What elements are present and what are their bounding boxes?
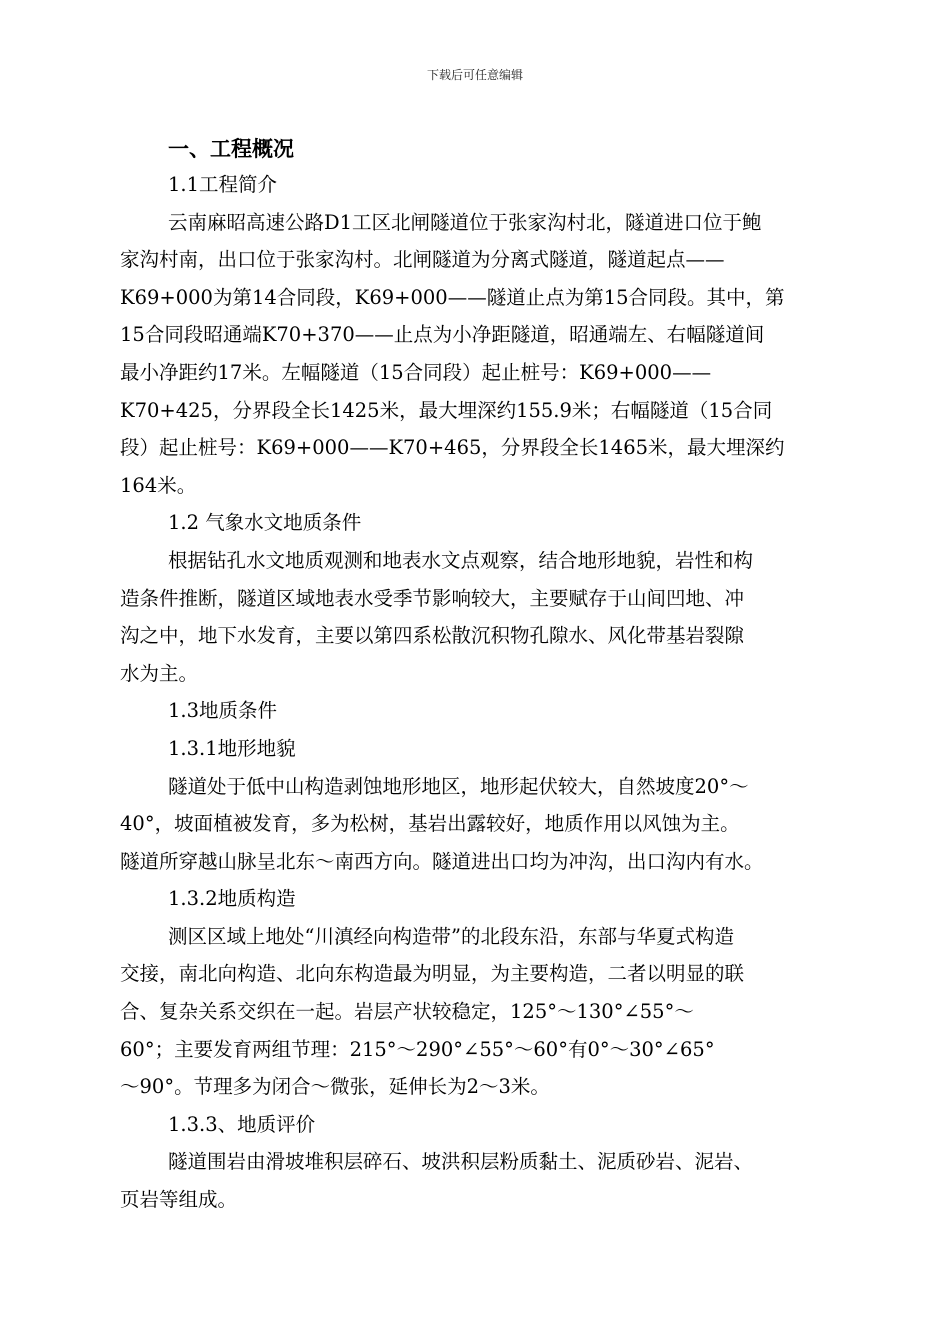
paragraph-line: 合、复杂关系交织在一起。岩层产状较稳定，125°～130°∠55°～	[120, 1000, 694, 1024]
paragraph-line: K69+000为第14合同段，K69+000——隧道止点为第15合同段。其中，第	[120, 285, 785, 309]
section-title-landform: 1.3.1地形地貌	[168, 736, 296, 760]
paragraph-line: 根据钻孔水文地质观测和地表水文点观察，结合地形地貌，岩性和构	[168, 548, 754, 572]
paragraph-line: 15合同段昭通端K70+370——止点为小净距隧道，昭通端左、右幅隧道间	[120, 323, 765, 347]
paragraph-line: 交接，南北向构造、北向东构造最为明显，为主要构造，二者以明显的联	[120, 962, 745, 986]
paragraph-line: 隧道处于低中山构造剥蚀地形地区，地形起伏较大，自然坡度20°～	[168, 774, 749, 798]
paragraph-landform	[120, 768, 842, 881]
paragraph-line: ～90°。节理多为闭合～微张，延伸长为2～3米。	[120, 1075, 550, 1099]
paragraph-line: 60°；主要发育两组节理：215°～290°∠55°～60°有0°～30°∠65°	[120, 1037, 715, 1061]
paragraph-line: 40°，坡面植被发育，多为松树，基岩出露较好，地质作用以风蚀为主。	[120, 812, 740, 836]
section-title-overview: 一、工程概况	[168, 137, 294, 161]
paragraph-project-intro	[120, 204, 842, 505]
paragraph-hydrogeology	[120, 542, 842, 692]
section-title-evaluation: 1.3.3、地质评价	[168, 1112, 316, 1136]
paragraph-line: 家沟村南，出口位于张家沟村。北闸隧道为分离式隧道，隧道起点——	[120, 248, 725, 272]
document-body	[120, 132, 842, 1219]
paragraph-line: 隧道围岩由滑坡堆积层碎石、坡洪积层粉质黏土、泥质砂岩、泥岩、	[168, 1150, 754, 1174]
section-title-geology: 1.3地质条件	[168, 699, 278, 723]
paragraph-line: 页岩等组成。	[120, 1188, 238, 1212]
paragraph-line: 164米。	[120, 473, 197, 497]
paragraph-line: 水为主。	[120, 661, 199, 685]
paragraph-line: 云南麻昭高速公路D1工区北闸隧道位于张家沟村北，隧道进口位于鲍	[168, 210, 762, 234]
paragraph-evaluation	[120, 1143, 842, 1218]
paragraph-line: 段）起止桩号：K69+000——K70+465，分界段全长1465米，最大埋深约	[120, 436, 785, 460]
section-title-project-intro: 1.1工程简介	[168, 173, 278, 196]
paragraph-line: 沟之中，地下水发育，主要以第四系松散沉积物孔隙水、风化带基岩裂隙	[120, 624, 745, 648]
paragraph-line: 测区区域上地处“川滇经向构造带”的北段东沿，东部与华夏式构造	[168, 924, 734, 948]
paragraph-line: 最小净距约17米。左幅隧道（15合同段）起止桩号：K69+000——	[120, 360, 712, 384]
section-title-structure: 1.3.2地质构造	[168, 887, 296, 911]
paragraph-line: 造条件推断，隧道区域地表水受季节影响较大，主要赋存于山间凹地、冲	[120, 586, 745, 610]
header-note: 下载后可任意编辑	[426, 68, 523, 82]
paragraph-line: 隧道所穿越山脉呈北东～南西方向。隧道进出口均为冲沟，出口沟内有水。	[120, 849, 764, 873]
section-title-hydrogeology: 1.2 气象水文地质条件	[168, 511, 362, 535]
paragraph-line: K70+425，分界段全长1425米，最大埋深约155.9米；右幅隧道（15合同	[120, 398, 773, 422]
paragraph-structure	[120, 918, 842, 1106]
